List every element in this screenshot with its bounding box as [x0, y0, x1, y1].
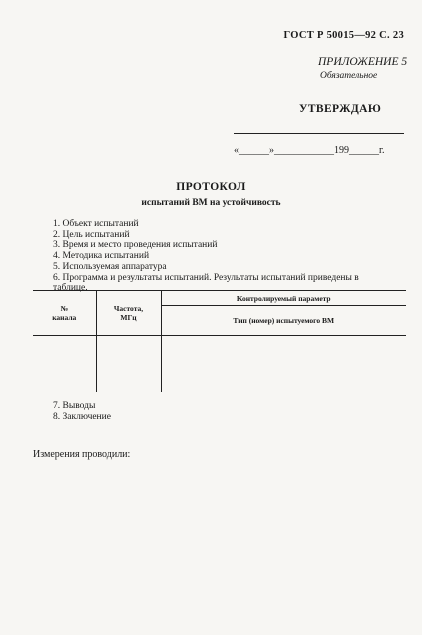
appendix-status: Обязательное [320, 71, 378, 81]
channel-number-label: № [60, 304, 69, 313]
approval-date-line: «______»____________199______г. [234, 145, 385, 156]
measured-by-label: Измерения проводили: [33, 449, 131, 460]
approval-label: УТВЕРЖДАЮ [299, 103, 382, 115]
frequency-unit: МГц [120, 313, 137, 322]
protocol-items-after-list [53, 401, 111, 422]
column-header-channel [33, 291, 96, 336]
list-item: 3. Время и место проведения испытаний [53, 240, 218, 251]
table-cell [96, 336, 161, 393]
document-header: ГОСТ Р 50015—92 С. 23 [283, 30, 404, 41]
column-header-device-type: Тип (номер) испытуемого ВМ [161, 306, 406, 336]
results-table [33, 290, 406, 392]
frequency-label: Частота, [113, 304, 144, 313]
list-item: 5. Используемая аппаратура [53, 261, 167, 272]
protocol-subtitle: испытаний ВМ на устойчивость [141, 198, 281, 208]
appendix-title: ПРИЛОЖЕНИЕ 5 [318, 56, 408, 68]
list-item-continuation: таблице. [53, 283, 88, 294]
list-item: 4. Методика испытаний [53, 251, 150, 262]
list-item: 2. Цель испытаний [53, 229, 130, 240]
column-header-frequency [96, 291, 161, 336]
channel-label: канала [52, 313, 77, 322]
list-item: 6. Программа и результаты испытаний. Результаты испытаний приведены в [53, 272, 359, 283]
table-row [33, 336, 406, 393]
column-header-parameter: Контролируемый параметр [161, 291, 406, 306]
table-cell [33, 336, 96, 393]
table-cell [161, 336, 406, 393]
protocol-items-list [53, 219, 359, 294]
list-item: 7. Выводы [53, 401, 96, 411]
list-item: 1. Объект испытаний [53, 219, 139, 229]
list-item: 8. Заключение [53, 411, 111, 422]
signature-line [234, 133, 404, 134]
protocol-title: ПРОТОКОЛ [176, 181, 246, 193]
